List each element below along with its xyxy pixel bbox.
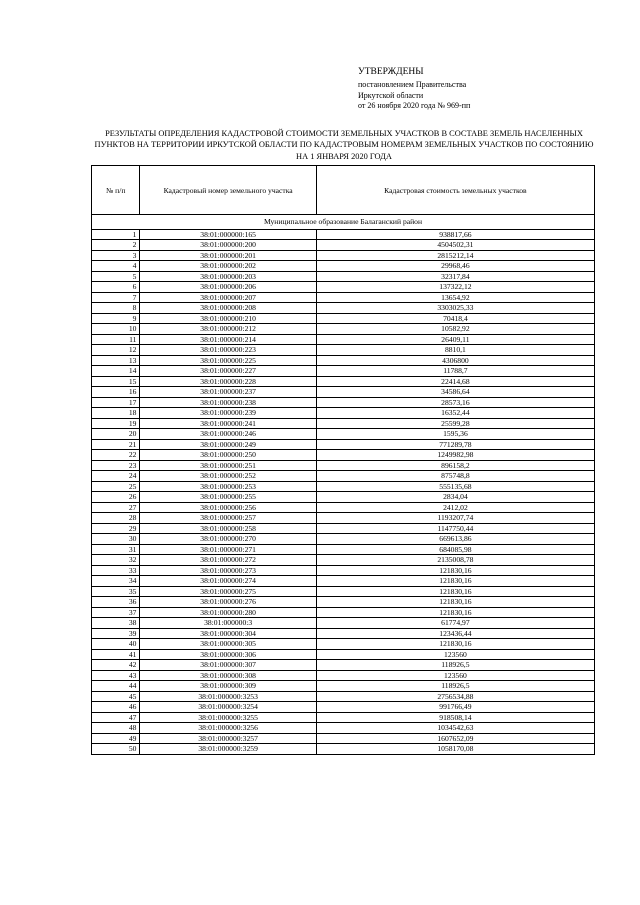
table-row bbox=[92, 681, 595, 692]
row-number-cell: 29 bbox=[92, 523, 140, 534]
cadastral-value-cell: 669613,86 bbox=[316, 534, 594, 545]
row-number-cell: 21 bbox=[92, 439, 140, 450]
cadastral-value-cell: 34586,64 bbox=[316, 387, 594, 398]
row-number-cell: 50 bbox=[92, 744, 140, 755]
table-row bbox=[92, 481, 595, 492]
cadastral-value-table bbox=[91, 165, 595, 755]
cadastral-value-cell: 3303025,33 bbox=[316, 303, 594, 314]
table-row bbox=[92, 607, 595, 618]
table-row bbox=[92, 702, 595, 713]
table-row bbox=[92, 723, 595, 734]
header-row-number: № п/п bbox=[92, 166, 140, 215]
table-row bbox=[92, 429, 595, 440]
cadastral-number-cell: 38:01:000000:3257 bbox=[140, 733, 316, 744]
table-row bbox=[92, 229, 595, 240]
cadastral-number-cell: 38:01:000000:249 bbox=[140, 439, 316, 450]
table-row bbox=[92, 313, 595, 324]
row-number-cell: 3 bbox=[92, 250, 140, 261]
cadastral-value-cell: 29968,46 bbox=[316, 261, 594, 272]
row-number-cell: 27 bbox=[92, 502, 140, 513]
row-number-cell: 41 bbox=[92, 649, 140, 660]
cadastral-value-cell: 123436,44 bbox=[316, 628, 594, 639]
table-row bbox=[92, 744, 595, 755]
cadastral-value-cell: 1193207,74 bbox=[316, 513, 594, 524]
table-row bbox=[92, 471, 595, 482]
cadastral-number-cell: 38:01:000000:306 bbox=[140, 649, 316, 660]
table-row bbox=[92, 355, 595, 366]
row-number-cell: 33 bbox=[92, 565, 140, 576]
cadastral-number-cell: 38:01:000000:214 bbox=[140, 334, 316, 345]
table-row bbox=[92, 387, 595, 398]
row-number-cell: 32 bbox=[92, 555, 140, 566]
row-number-cell: 30 bbox=[92, 534, 140, 545]
table-row bbox=[92, 492, 595, 503]
cadastral-value-cell: 2412,02 bbox=[316, 502, 594, 513]
row-number-cell: 31 bbox=[92, 544, 140, 555]
row-number-cell: 9 bbox=[92, 313, 140, 324]
cadastral-value-cell: 13654,92 bbox=[316, 292, 594, 303]
table-row bbox=[92, 271, 595, 282]
cadastral-value-cell: 32317,84 bbox=[316, 271, 594, 282]
cadastral-value-cell: 22414,68 bbox=[316, 376, 594, 387]
cadastral-value-cell: 8810,1 bbox=[316, 345, 594, 356]
approval-line-region: Иркутской области bbox=[358, 90, 424, 100]
table-row bbox=[92, 523, 595, 534]
table-row bbox=[92, 618, 595, 629]
document-title: РЕЗУЛЬТАТЫ ОПРЕДЕЛЕНИЯ КАДАСТРОВОЙ СТОИМОСТИ ЗЕМЕЛЬНЫХ УЧАСТКОВ В СОСТАВЕ ЗЕМЕЛЬ НАСЕЛЕННЫХ ПУНКТОВ НА ТЕРРИТОРИИ ИРКУТСКОЙ ОБЛАСТИ ПО КАДАСТРОВЫМ НОМЕРАМ ЗЕМЕЛЬНЫХ УЧАСТКОВ ПО СОСТОЯНИЮ НА 1 ЯНВАРЯ 2020 ГОДА bbox=[94, 129, 594, 161]
row-number-cell: 28 bbox=[92, 513, 140, 524]
cadastral-number-cell: 38:01:000000:309 bbox=[140, 681, 316, 692]
cadastral-value-cell: 938817,66 bbox=[316, 229, 594, 240]
table-row bbox=[92, 660, 595, 671]
cadastral-number-cell: 38:01:000000:246 bbox=[140, 429, 316, 440]
table-row bbox=[92, 397, 595, 408]
cadastral-number-cell: 38:01:000000:308 bbox=[140, 670, 316, 681]
cadastral-value-cell: 1595,36 bbox=[316, 429, 594, 440]
cadastral-number-cell: 38:01:000000:305 bbox=[140, 639, 316, 650]
cadastral-number-cell: 38:01:000000:280 bbox=[140, 607, 316, 618]
cadastral-value-cell: 2135008,78 bbox=[316, 555, 594, 566]
cadastral-value-cell: 2815212,14 bbox=[316, 250, 594, 261]
cadastral-value-cell: 121830,16 bbox=[316, 586, 594, 597]
row-number-cell: 23 bbox=[92, 460, 140, 471]
cadastral-number-cell: 38:01:000000:273 bbox=[140, 565, 316, 576]
table-row bbox=[92, 418, 595, 429]
row-number-cell: 47 bbox=[92, 712, 140, 723]
row-number-cell: 17 bbox=[92, 397, 140, 408]
cadastral-value-cell: 25599,28 bbox=[316, 418, 594, 429]
table-row bbox=[92, 439, 595, 450]
row-number-cell: 42 bbox=[92, 660, 140, 671]
cadastral-value-cell: 10582,92 bbox=[316, 324, 594, 335]
row-number-cell: 6 bbox=[92, 282, 140, 293]
cadastral-number-cell: 38:01:000000:207 bbox=[140, 292, 316, 303]
row-number-cell: 12 bbox=[92, 345, 140, 356]
cadastral-number-cell: 38:01:000000:228 bbox=[140, 376, 316, 387]
cadastral-value-cell: 123560 bbox=[316, 670, 594, 681]
cadastral-number-cell: 38:01:000000:212 bbox=[140, 324, 316, 335]
table-row bbox=[92, 303, 595, 314]
cadastral-value-cell: 121830,16 bbox=[316, 639, 594, 650]
cadastral-value-cell: 1607652,09 bbox=[316, 733, 594, 744]
cadastral-number-cell: 38:01:000000:275 bbox=[140, 586, 316, 597]
cadastral-number-cell: 38:01:000000:250 bbox=[140, 450, 316, 461]
cadastral-value-cell: 896158,2 bbox=[316, 460, 594, 471]
cadastral-value-cell: 137322,12 bbox=[316, 282, 594, 293]
table-row bbox=[92, 513, 595, 524]
table-row bbox=[92, 597, 595, 608]
row-number-cell: 16 bbox=[92, 387, 140, 398]
row-number-cell: 14 bbox=[92, 366, 140, 377]
table-row bbox=[92, 334, 595, 345]
cadastral-value-cell: 121830,16 bbox=[316, 607, 594, 618]
cadastral-number-cell: 38:01:000000:271 bbox=[140, 544, 316, 555]
cadastral-number-cell: 38:01:000000:223 bbox=[140, 345, 316, 356]
cadastral-number-cell: 38:01:000000:304 bbox=[140, 628, 316, 639]
row-number-cell: 45 bbox=[92, 691, 140, 702]
row-number-cell: 48 bbox=[92, 723, 140, 734]
cadastral-value-cell: 1147750,44 bbox=[316, 523, 594, 534]
approval-heading: УТВЕРЖДЕНЫ bbox=[358, 67, 424, 77]
cadastral-number-cell: 38:01:000000:276 bbox=[140, 597, 316, 608]
row-number-cell: 34 bbox=[92, 576, 140, 587]
cadastral-value-cell: 16352,44 bbox=[316, 408, 594, 419]
cadastral-value-cell: 123560 bbox=[316, 649, 594, 660]
cadastral-number-cell: 38:01:000000:255 bbox=[140, 492, 316, 503]
table-row bbox=[92, 450, 595, 461]
cadastral-number-cell: 38:01:000000:307 bbox=[140, 660, 316, 671]
table-row bbox=[92, 639, 595, 650]
table-row bbox=[92, 250, 595, 261]
table-row bbox=[92, 565, 595, 576]
row-number-cell: 13 bbox=[92, 355, 140, 366]
cadastral-number-cell: 38:01:000000:203 bbox=[140, 271, 316, 282]
cadastral-value-cell: 875748,8 bbox=[316, 471, 594, 482]
table-row bbox=[92, 534, 595, 545]
approval-line-date: от 26 ноября 2020 года № 969-пп bbox=[358, 101, 471, 110]
cadastral-value-cell: 1249982,98 bbox=[316, 450, 594, 461]
cadastral-number-cell: 38:01:000000:272 bbox=[140, 555, 316, 566]
table-row bbox=[92, 292, 595, 303]
cadastral-number-cell: 38:01:000000:256 bbox=[140, 502, 316, 513]
cadastral-number-cell: 38:01:000000:3256 bbox=[140, 723, 316, 734]
cadastral-number-cell: 38:01:000000:227 bbox=[140, 366, 316, 377]
cadastral-number-cell: 38:01:000000:3259 bbox=[140, 744, 316, 755]
row-number-cell: 25 bbox=[92, 481, 140, 492]
table-header-row bbox=[92, 166, 595, 215]
row-number-cell: 39 bbox=[92, 628, 140, 639]
cadastral-number-cell: 38:01:000000:3253 bbox=[140, 691, 316, 702]
row-number-cell: 40 bbox=[92, 639, 140, 650]
table-row bbox=[92, 586, 595, 597]
row-number-cell: 26 bbox=[92, 492, 140, 503]
row-number-cell: 20 bbox=[92, 429, 140, 440]
cadastral-number-cell: 38:01:000000:270 bbox=[140, 534, 316, 545]
table-row bbox=[92, 649, 595, 660]
cadastral-value-cell: 4504502,31 bbox=[316, 240, 594, 251]
header-cadastral-number: Кадастровый номер земельного участка bbox=[140, 166, 316, 215]
table-row bbox=[92, 408, 595, 419]
cadastral-value-cell: 11788,7 bbox=[316, 366, 594, 377]
row-number-cell: 24 bbox=[92, 471, 140, 482]
cadastral-number-cell: 38:01:000000:252 bbox=[140, 471, 316, 482]
approval-block bbox=[358, 66, 470, 112]
table-row bbox=[92, 733, 595, 744]
row-number-cell: 43 bbox=[92, 670, 140, 681]
cadastral-number-cell: 38:01:000000:253 bbox=[140, 481, 316, 492]
row-number-cell: 35 bbox=[92, 586, 140, 597]
cadastral-value-cell: 26409,11 bbox=[316, 334, 594, 345]
section-row bbox=[92, 215, 595, 230]
row-number-cell: 46 bbox=[92, 702, 140, 713]
row-number-cell: 19 bbox=[92, 418, 140, 429]
table-row bbox=[92, 324, 595, 335]
cadastral-number-cell: 38:01:000000:201 bbox=[140, 250, 316, 261]
row-number-cell: 36 bbox=[92, 597, 140, 608]
table-row bbox=[92, 628, 595, 639]
cadastral-value-cell: 1034542,63 bbox=[316, 723, 594, 734]
cadastral-number-cell: 38:01:000000:206 bbox=[140, 282, 316, 293]
row-number-cell: 15 bbox=[92, 376, 140, 387]
table-row bbox=[92, 502, 595, 513]
section-label: Муниципальное образование Балаганский район bbox=[92, 215, 595, 230]
table-row bbox=[92, 376, 595, 387]
cadastral-number-cell: 38:01:000000:200 bbox=[140, 240, 316, 251]
cadastral-value-cell: 118926,5 bbox=[316, 681, 594, 692]
cadastral-value-cell: 70418,4 bbox=[316, 313, 594, 324]
cadastral-number-cell: 38:01:000000:165 bbox=[140, 229, 316, 240]
cadastral-value-cell: 555135,68 bbox=[316, 481, 594, 492]
table-row bbox=[92, 555, 595, 566]
cadastral-number-cell: 38:01:000000:202 bbox=[140, 261, 316, 272]
header-cadastral-value: Кадастровая стоимость земельных участков bbox=[316, 166, 594, 215]
row-number-cell: 10 bbox=[92, 324, 140, 335]
cadastral-value-cell: 28573,16 bbox=[316, 397, 594, 408]
cadastral-value-cell: 684085,98 bbox=[316, 544, 594, 555]
table-row bbox=[92, 544, 595, 555]
cadastral-value-cell: 4306800 bbox=[316, 355, 594, 366]
table-row bbox=[92, 345, 595, 356]
cadastral-number-cell: 38:01:000000:241 bbox=[140, 418, 316, 429]
cadastral-number-cell: 38:01:000000:239 bbox=[140, 408, 316, 419]
cadastral-number-cell: 38:01:000000:225 bbox=[140, 355, 316, 366]
row-number-cell: 38 bbox=[92, 618, 140, 629]
cadastral-value-cell: 771289,78 bbox=[316, 439, 594, 450]
cadastral-value-cell: 2834,04 bbox=[316, 492, 594, 503]
cadastral-value-cell: 2756534,88 bbox=[316, 691, 594, 702]
cadastral-value-cell: 118926,5 bbox=[316, 660, 594, 671]
table-row bbox=[92, 240, 595, 251]
cadastral-number-cell: 38:01:000000:3 bbox=[140, 618, 316, 629]
table-row bbox=[92, 670, 595, 681]
row-number-cell: 22 bbox=[92, 450, 140, 461]
cadastral-number-cell: 38:01:000000:257 bbox=[140, 513, 316, 524]
row-number-cell: 11 bbox=[92, 334, 140, 345]
table-row bbox=[92, 366, 595, 377]
cadastral-number-cell: 38:01:000000:238 bbox=[140, 397, 316, 408]
cadastral-value-cell: 121830,16 bbox=[316, 576, 594, 587]
cadastral-value-cell: 121830,16 bbox=[316, 565, 594, 576]
cadastral-value-cell: 1058170,08 bbox=[316, 744, 594, 755]
row-number-cell: 37 bbox=[92, 607, 140, 618]
cadastral-value-cell: 61774,97 bbox=[316, 618, 594, 629]
approval-line-decree: постановлением Правительства bbox=[358, 80, 467, 89]
row-number-cell: 7 bbox=[92, 292, 140, 303]
row-number-cell: 2 bbox=[92, 240, 140, 251]
row-number-cell: 49 bbox=[92, 733, 140, 744]
cadastral-value-cell: 918508,14 bbox=[316, 712, 594, 723]
table-row bbox=[92, 460, 595, 471]
row-number-cell: 8 bbox=[92, 303, 140, 314]
cadastral-number-cell: 38:01:000000:274 bbox=[140, 576, 316, 587]
row-number-cell: 4 bbox=[92, 261, 140, 272]
table-row bbox=[92, 576, 595, 587]
table-row bbox=[92, 691, 595, 702]
cadastral-number-cell: 38:01:000000:210 bbox=[140, 313, 316, 324]
cadastral-number-cell: 38:01:000000:237 bbox=[140, 387, 316, 398]
cadastral-number-cell: 38:01:000000:208 bbox=[140, 303, 316, 314]
row-number-cell: 18 bbox=[92, 408, 140, 419]
cadastral-value-cell: 121830,16 bbox=[316, 597, 594, 608]
table-row bbox=[92, 712, 595, 723]
row-number-cell: 5 bbox=[92, 271, 140, 282]
cadastral-number-cell: 38:01:000000:251 bbox=[140, 460, 316, 471]
cadastral-number-cell: 38:01:000000:3254 bbox=[140, 702, 316, 713]
table-row bbox=[92, 282, 595, 293]
row-number-cell: 1 bbox=[92, 229, 140, 240]
cadastral-value-cell: 991766,49 bbox=[316, 702, 594, 713]
cadastral-number-cell: 38:01:000000:258 bbox=[140, 523, 316, 534]
table-row bbox=[92, 261, 595, 272]
cadastral-number-cell: 38:01:000000:3255 bbox=[140, 712, 316, 723]
row-number-cell: 44 bbox=[92, 681, 140, 692]
